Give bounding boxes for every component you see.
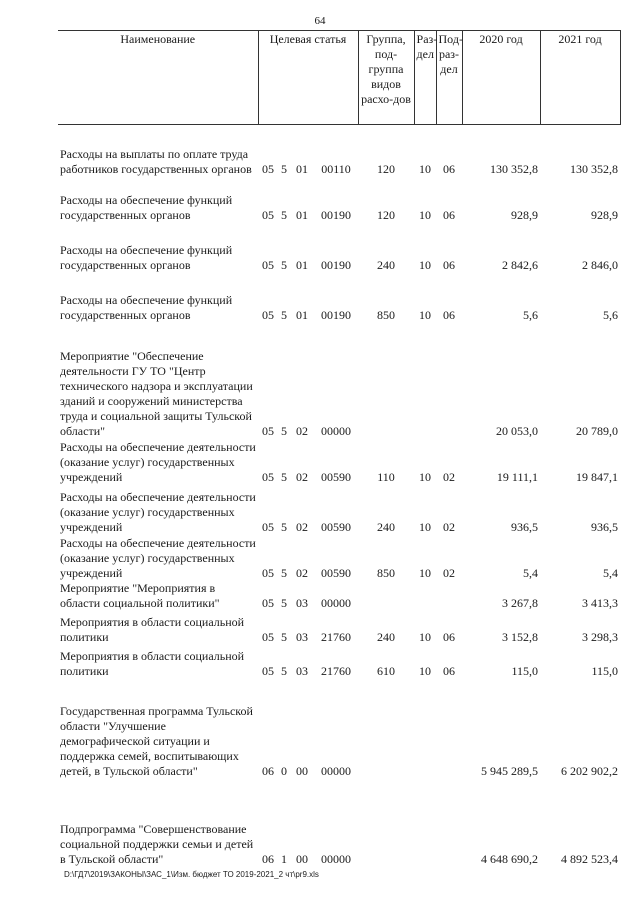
target-program: 05	[262, 565, 274, 580]
target-subprogram: 5	[281, 519, 287, 534]
target-measure: 01	[296, 207, 308, 222]
header-group: Группа, под-группа видов расхо-дов	[358, 31, 414, 125]
table-row	[58, 323, 620, 439]
amount-2020: 5,4	[523, 565, 539, 580]
row-name: Мероприятие "Мероприятия в области социальной политики"	[60, 580, 220, 610]
table-header	[58, 31, 620, 125]
target-program: 05	[262, 257, 274, 272]
amount-2021: 5,4	[603, 565, 619, 580]
subsection-code: 06	[443, 307, 456, 322]
target-measure: 02	[296, 565, 308, 580]
target-direction: 21760	[321, 663, 351, 678]
header-subsection: Под-раз-дел	[436, 31, 462, 125]
expense-group	[358, 679, 414, 779]
target-direction: 00000	[321, 763, 351, 778]
table-row	[58, 273, 620, 323]
table-row	[58, 439, 620, 485]
target-measure: 03	[296, 629, 308, 644]
amount-2020: 936,5	[511, 519, 539, 534]
section-code: 10	[419, 519, 432, 534]
target-direction: 00000	[321, 851, 351, 866]
footer-path: D:\ГД7\2019\ЗАКОНЫ\ЗАС_1\Изм. бюджет ТО 2019-2021_2 чт\pr9.xls	[64, 870, 319, 879]
row-name: Подпрограмма "Совершенствование социальной поддержки семьи и детей в Тульской области"	[60, 821, 254, 866]
section-code: 10	[419, 161, 432, 176]
target-program: 05	[262, 663, 274, 678]
target-program: 05	[262, 629, 274, 644]
target-program: 05	[262, 307, 274, 322]
target-direction: 00590	[321, 565, 351, 580]
amount-2020: 5 945 289,5	[481, 763, 539, 778]
target-subprogram: 5	[281, 207, 287, 222]
expense-group	[358, 581, 414, 611]
amount-2021: 4 892 523,4	[561, 851, 619, 866]
section-code: 10	[419, 307, 432, 322]
amount-2021: 5,6	[603, 307, 619, 322]
amount-2020: 3 267,8	[502, 595, 539, 610]
target-subprogram: 5	[281, 663, 287, 678]
expense-group: 240	[377, 519, 396, 534]
table-row	[58, 223, 620, 273]
row-name: Расходы на обеспечение деятельности (оказание услуг) государственных учреждений	[60, 489, 256, 534]
table-row	[58, 581, 620, 611]
target-program: 05	[262, 469, 274, 484]
subsection-code: 06	[443, 257, 456, 272]
amount-2021: 936,5	[591, 519, 619, 534]
amount-2021: 3 298,3	[582, 629, 619, 644]
header-2020: 2020 год	[462, 31, 540, 125]
header-2021: 2021 год	[540, 31, 620, 125]
section-code: 10	[419, 257, 432, 272]
target-direction: 00190	[321, 257, 351, 272]
table-row	[58, 779, 620, 867]
amount-2021: 20 789,0	[576, 423, 619, 438]
section-code: 10	[419, 469, 432, 484]
table-row	[58, 177, 620, 223]
section-code: 10	[419, 565, 432, 580]
amount-2021: 3 413,3	[582, 595, 619, 610]
target-program: 06	[262, 851, 274, 866]
target-direction: 00110	[321, 161, 351, 176]
row-name: Мероприятие "Обеспечение деятельности ГУ ТО "Центр технического надзора и эксплуатации зданий и сооружений министерства труда и социальной защиты Тульской области"	[60, 348, 253, 438]
table-row	[58, 611, 620, 645]
subsection-code: 06	[443, 207, 456, 222]
expense-group: 240	[377, 257, 396, 272]
amount-2021: 115,0	[591, 663, 619, 678]
amount-2020: 5,6	[523, 307, 539, 322]
amount-2021: 19 847,1	[576, 469, 619, 484]
target-direction: 00590	[321, 469, 351, 484]
expense-group: 240	[377, 629, 396, 644]
section-code: 10	[419, 663, 432, 678]
subsection-code: 02	[443, 565, 456, 580]
table-row	[58, 679, 620, 779]
section-code	[414, 779, 436, 867]
header-target: Целевая статья	[258, 31, 358, 125]
target-direction: 00590	[321, 519, 351, 534]
target-subprogram: 5	[281, 595, 287, 610]
table-row	[58, 485, 620, 535]
amount-2020: 928,9	[511, 207, 539, 222]
section-code	[414, 679, 436, 779]
amount-2020: 20 053,0	[496, 423, 539, 438]
target-subprogram: 5	[281, 307, 287, 322]
target-measure: 01	[296, 307, 308, 322]
section-code: 10	[419, 207, 432, 222]
table-row	[58, 535, 620, 581]
expense-group: 850	[377, 565, 396, 580]
target-direction: 00000	[321, 423, 351, 438]
section-code: 10	[419, 629, 432, 644]
row-name: Мероприятия в области социальной политики	[60, 648, 245, 678]
target-measure: 03	[296, 663, 308, 678]
amount-2020: 130 352,8	[490, 161, 539, 176]
target-subprogram: 1	[281, 851, 287, 866]
amount-2020: 19 111,1	[496, 469, 539, 484]
amount-2020: 3 152,8	[502, 629, 539, 644]
row-name: Расходы на обеспечение функций государственных органов	[60, 242, 233, 272]
subsection-code: 06	[443, 161, 456, 176]
row-name: Расходы на обеспечение функций государственных органов	[60, 192, 233, 222]
target-subprogram: 5	[281, 629, 287, 644]
target-direction: 00190	[321, 307, 351, 322]
target-program: 05	[262, 423, 274, 438]
target-program: 05	[262, 207, 274, 222]
subsection-code: 06	[443, 629, 456, 644]
expense-group	[358, 323, 414, 439]
row-name: Расходы на обеспечение деятельности (оказание услуг) государственных учреждений	[60, 439, 256, 484]
expense-group: 110	[377, 469, 395, 484]
expense-group: 120	[377, 207, 396, 222]
target-direction: 00190	[321, 207, 351, 222]
expense-group	[358, 779, 414, 867]
target-measure: 00	[296, 763, 308, 778]
target-subprogram: 0	[281, 763, 287, 778]
target-direction: 21760	[321, 629, 351, 644]
expense-group: 850	[377, 307, 396, 322]
row-name: Государственная программа Тульской области "Улучшение демографической ситуации и поддержка семей, воспитывающих детей, в Тульской области"	[60, 703, 253, 778]
target-measure: 02	[296, 469, 308, 484]
subsection-code	[436, 581, 462, 611]
amount-2021: 6 202 902,2	[561, 763, 619, 778]
subsection-code	[436, 779, 462, 867]
row-name: Расходы на обеспечение функций государственных органов	[60, 292, 233, 322]
target-program: 05	[262, 161, 274, 176]
section-code	[414, 323, 436, 439]
table-body	[58, 125, 620, 867]
target-subprogram: 5	[281, 161, 287, 176]
subsection-code	[436, 323, 462, 439]
row-name: Расходы на обеспечение деятельности (оказание услуг) государственных учреждений	[60, 535, 256, 580]
target-measure: 02	[296, 519, 308, 534]
target-program: 05	[262, 519, 274, 534]
target-subprogram: 5	[281, 469, 287, 484]
section-code	[414, 581, 436, 611]
amount-2021: 2 846,0	[582, 257, 619, 272]
budget-table	[58, 30, 621, 867]
row-name: Мероприятия в области социальной политики	[60, 614, 245, 644]
expense-group: 610	[377, 663, 396, 678]
amount-2021: 928,9	[591, 207, 619, 222]
table-row	[58, 125, 620, 177]
amount-2020: 115,0	[511, 663, 539, 678]
target-subprogram: 5	[281, 423, 287, 438]
table-row	[58, 645, 620, 679]
target-program: 06	[262, 763, 274, 778]
subsection-code: 02	[443, 469, 456, 484]
subsection-code	[436, 679, 462, 779]
subsection-code: 02	[443, 519, 456, 534]
target-measure: 02	[296, 423, 308, 438]
target-direction: 00000	[321, 595, 351, 610]
target-subprogram: 5	[281, 257, 287, 272]
expense-group: 120	[377, 161, 396, 176]
amount-2020: 4 648 690,2	[481, 851, 539, 866]
header-name: Наименование	[58, 31, 258, 125]
header-section: Раз-дел	[414, 31, 436, 125]
page-number: 64	[314, 15, 326, 27]
row-name: Расходы на выплаты по оплате труда работников государственных органов	[60, 146, 252, 176]
amount-2020: 2 842,6	[502, 257, 539, 272]
subsection-code: 06	[443, 663, 456, 678]
target-program: 05	[262, 595, 274, 610]
amount-2021: 130 352,8	[570, 161, 619, 176]
target-measure: 00	[296, 851, 308, 866]
target-measure: 01	[296, 161, 308, 176]
target-measure: 03	[296, 595, 308, 610]
target-subprogram: 5	[281, 565, 287, 580]
target-measure: 01	[296, 257, 308, 272]
